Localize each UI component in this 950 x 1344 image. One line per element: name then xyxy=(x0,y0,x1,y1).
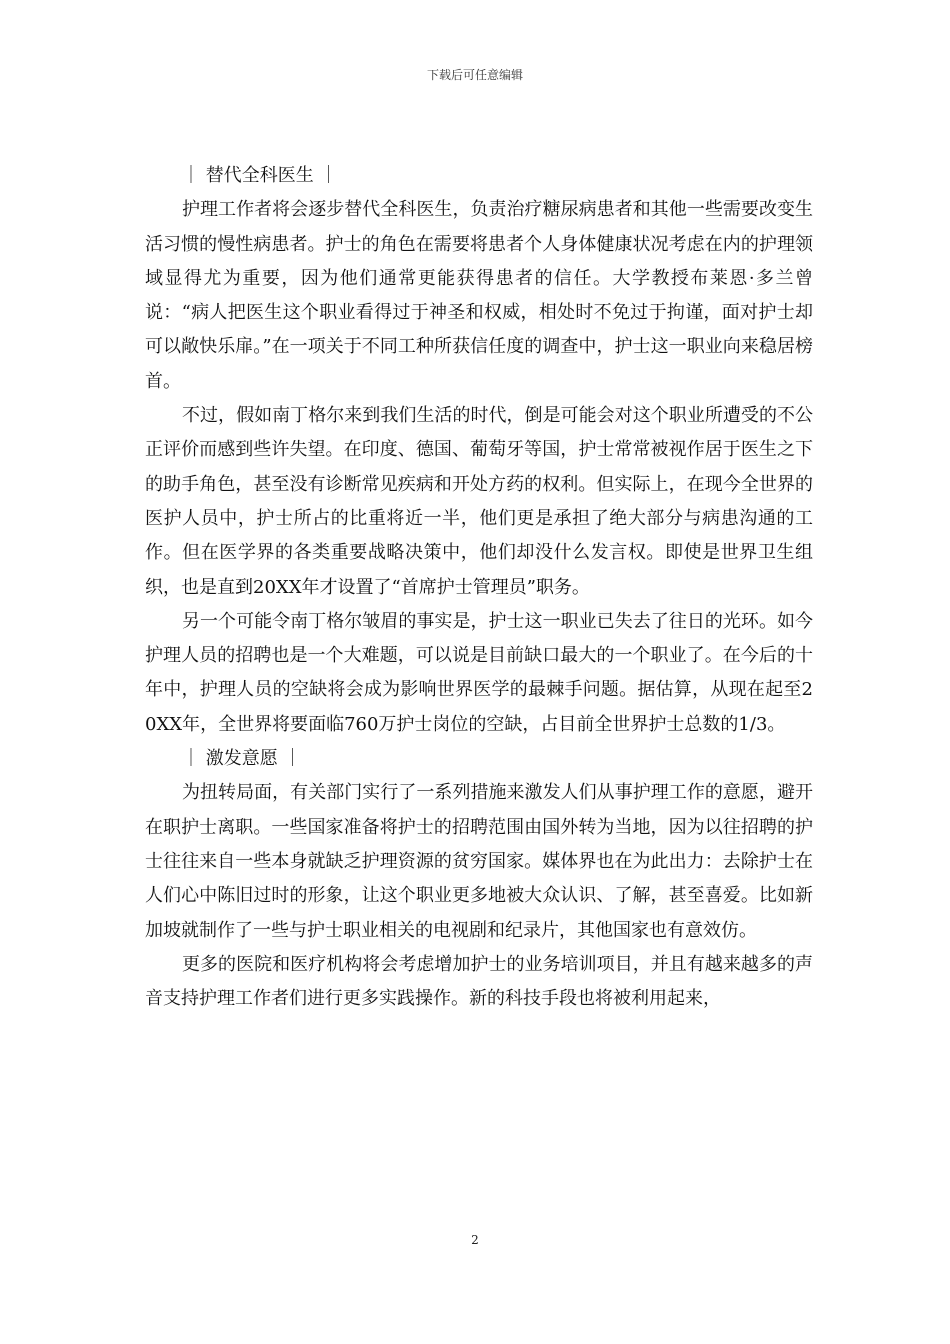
section-heading-replace-gp: ｜ 替代全科医生 ｜ xyxy=(182,165,338,186)
paragraph-measures: 为扭转局面，有关部门实行了一系列措施来激发人们从事护理工作的意愿，避开在职护士离职。一些国家准备将护士的招聘范围由国外转为当地，因为以往招聘的护士往往来自一些本身就缺乏护理资源的贫穷国家。媒体界也在为此出力：去除护士在人们心中陈旧过时的形象，让这个职业更多地被大众认识、了解，甚至喜爱。比如新加坡就制作了一些与护士职业相关的电视剧和纪录片，其他国家也有意效仿。 xyxy=(145,782,813,941)
paragraph-trust: 护理工作者将会逐步替代全科医生，负责治疗糖尿病患者和其他一些需要改变生活习惯的慢性病患者。护士的角色在需要将患者个人身体健康状况考虑在内的护理领域显得尤为重要，因为他们通常更能获得患者的信任。大学教授布莱恩·多兰曾说：“病人把医生这个职业看得过于神圣和权威，相处时不免过于拘谨，面对护士却可以敞快乐扉。”在一项关于不同工种所获信任度的调查中，护士这一职业向来稳居榜首。 xyxy=(145,199,813,392)
paragraph-training: 更多的医院和医疗机构将会考虑增加护士的业务培训项目，并且有越来越多的声音支持护理工作者们进行更多实践操作。新的科技手段也将被利用起来， xyxy=(145,953,813,1010)
paragraph-shortage: 另一个可能令南丁格尔皱眉的事实是，护士这一职业已失去了往日的光环。如今护理人员的招聘也是一个大难题，可以说是目前缺口最大的一个职业了。在今后的十年中，护理人员的空缺将会成为影响世界医学的最棘手问题。据估算，从现在起至20XX年，全世界将要面临760万护士岗位的空缺，占目前全世界护士总数的1/3。 xyxy=(145,610,813,735)
paragraph-nightingale: 不过，假如南丁格尔来到我们生活的时代，倒是可能会对这个职业所遭受的不公正评价而感到些许失望。在印度、德国、葡萄牙等国，护士常常被视作居于医生之下的助手角色，甚至没有诊断常见疾病和开处方药的权利。但实际上，在现今全世界的医护人员中，护士所占的比重将近一半，他们更是承担了绝大部分与病患沟通的工作。但在医学界的各类重要战略决策中，他们却没什么发言权。即使是世界卫生组织，也是直到20XX年才设置了“首席护士管理员”职务。 xyxy=(145,405,813,598)
document-body xyxy=(145,159,813,1016)
page-number: 2 xyxy=(471,1233,479,1247)
page-header: 下载后可任意编辑 xyxy=(426,68,523,82)
section-heading-motivation: ｜ 激发意愿 ｜ xyxy=(182,748,302,770)
